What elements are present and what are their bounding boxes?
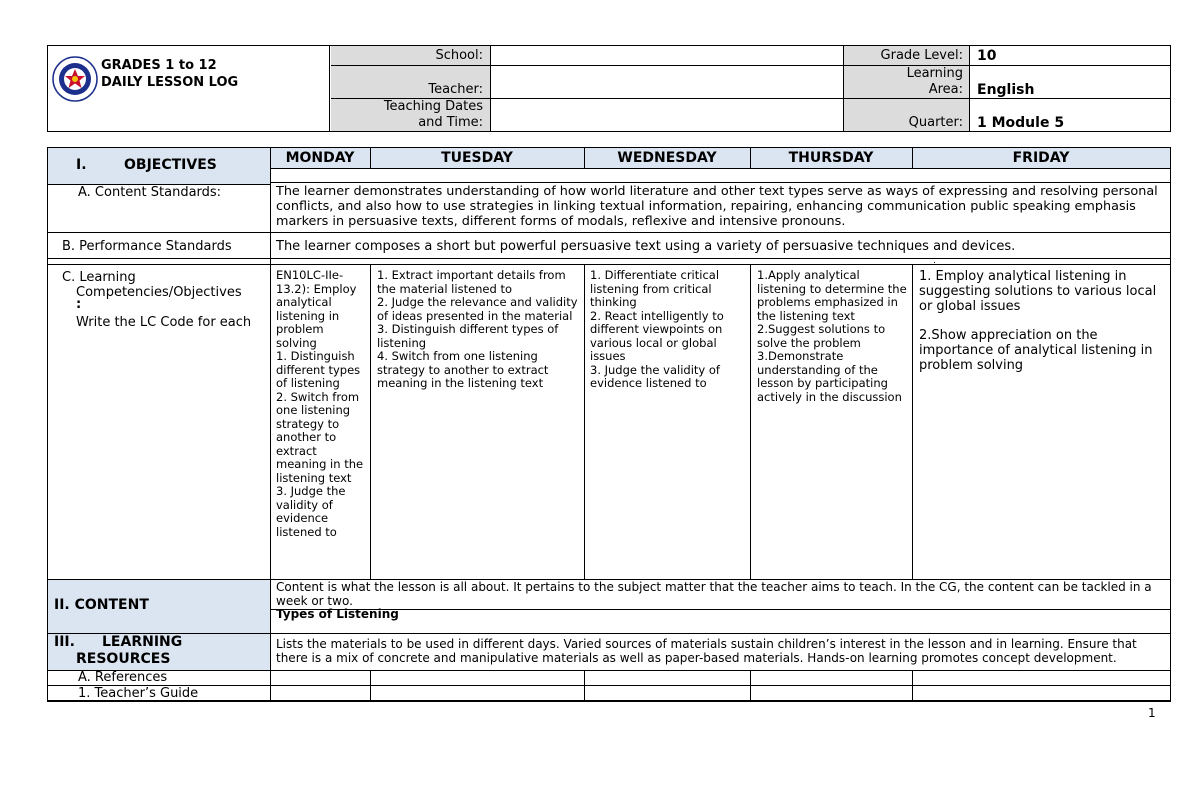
content-standards-label: A. Content Standards: bbox=[78, 185, 222, 200]
performance-standards-text: The learner composes a short but powerful persuasive text using a variety of persuasive techniques and devices. bbox=[276, 239, 1016, 254]
header-title bbox=[101, 57, 238, 91]
header-table bbox=[47, 45, 1171, 132]
content-heading: II. CONTENT bbox=[54, 597, 149, 613]
content-topic: Types of Listening bbox=[276, 607, 399, 621]
day-header-thursday: THURSDAY bbox=[788, 150, 874, 166]
resources-description: Lists the materials to be used in different days. Varied sources of materials sustain children’s interest in the lesson and in learning. Ensure that there is a mix of concrete and manipulative materials as well as paper-based materials. Hands-on learning promotes concept development. bbox=[276, 637, 1137, 665]
deped-seal-icon bbox=[52, 56, 98, 102]
objectives-heading-num: I. bbox=[76, 157, 87, 173]
learning-area-label: Learning Area: bbox=[906, 66, 963, 97]
school-label: School: bbox=[435, 48, 483, 63]
competencies-thursday: 1.Apply analytical listening to determine the problems emphasized in the listening text 2.Suggest solutions to solve the problem 3.Demonstrate understanding of the lesson by participating actively in the discussion bbox=[757, 268, 907, 404]
grade-level-value[interactable]: 10 bbox=[977, 48, 997, 64]
competencies-wednesday: 1. Differentiate critical listening from critical thinking 2. React intelligently to different viewpoints on various local or global issues 3. Judge the validity of evidence listened to bbox=[590, 268, 724, 390]
teachers-guide-label: 1. Teacher’s Guide bbox=[78, 686, 199, 701]
header-title-line2: DAILY LESSON LOG bbox=[101, 75, 239, 90]
competencies-note: Write the LC Code for each bbox=[76, 315, 252, 330]
content-description: Content is what the lesson is all about. It pertains to the subject matter that the teacher aims to teach. In the CG, the content can be tackled in a week or two. bbox=[276, 580, 1152, 608]
competencies-friday: 1. Employ analytical listening in suggesting solutions to various local or global issues 2.Show appreciation on the importance of analytical listening in problem solving bbox=[919, 269, 1157, 373]
day-header-monday: MONDAY bbox=[285, 150, 355, 166]
competencies-tuesday: 1. Extract important details from the material listened to 2. Judge the relevance and validity of ideas presented in the material 3. Distinguish different types of listening 4. Switch from one listening strategy to another to extract meaning in the listening text bbox=[377, 268, 578, 390]
day-header-friday: FRIDAY bbox=[1012, 150, 1070, 166]
teacher-label: Teacher: bbox=[428, 82, 483, 97]
references-label: A. References bbox=[78, 670, 168, 685]
resources-heading-num: III. bbox=[54, 634, 75, 650]
competencies-label: C. Learning Competencies/Objectives : bbox=[62, 270, 242, 312]
content-standards-text: The learner demonstrates understanding of how world literature and other text types serve as ways of expressing and resolving personal conflicts, and also how to use strategies in linking textual information, repairing, enhancing communication public speaking emphasis markers in persuasive texts, different forms of modals, reflexive and intensive pronouns. bbox=[276, 184, 1158, 229]
performance-standards-label: B. Performance Standards bbox=[62, 239, 232, 254]
teaching-dates-label: Teaching Dates and Time: bbox=[383, 99, 483, 130]
resources-heading-line2: RESOURCES bbox=[76, 651, 171, 667]
day-header-tuesday: TUESDAY bbox=[441, 150, 513, 166]
resources-heading-line1: LEARNING bbox=[102, 634, 183, 650]
page-number: 1 bbox=[1148, 706, 1156, 720]
lesson-log-table bbox=[47, 147, 1171, 702]
objectives-heading: OBJECTIVES bbox=[124, 157, 217, 173]
learning-area-value[interactable]: English bbox=[977, 82, 1035, 98]
competencies-monday: EN10LC-IIe-13.2): Employ analytical listening in problem solving 1. Distinguish different types of listening 2. Switch from one listening strategy to another to extract meaning in the listening text 3. Judge the validity of evidence listened to bbox=[276, 268, 364, 539]
quarter-value[interactable]: 1 Module 5 bbox=[977, 115, 1065, 131]
header-logo-cell bbox=[48, 46, 330, 131]
header-title-line1: GRADES 1 to 12 bbox=[101, 58, 217, 73]
day-header-wednesday: WEDNESDAY bbox=[617, 150, 717, 166]
stray-dot: . bbox=[933, 256, 936, 266]
quarter-label: Quarter: bbox=[908, 115, 963, 130]
grade-level-label: Grade Level: bbox=[880, 48, 963, 63]
